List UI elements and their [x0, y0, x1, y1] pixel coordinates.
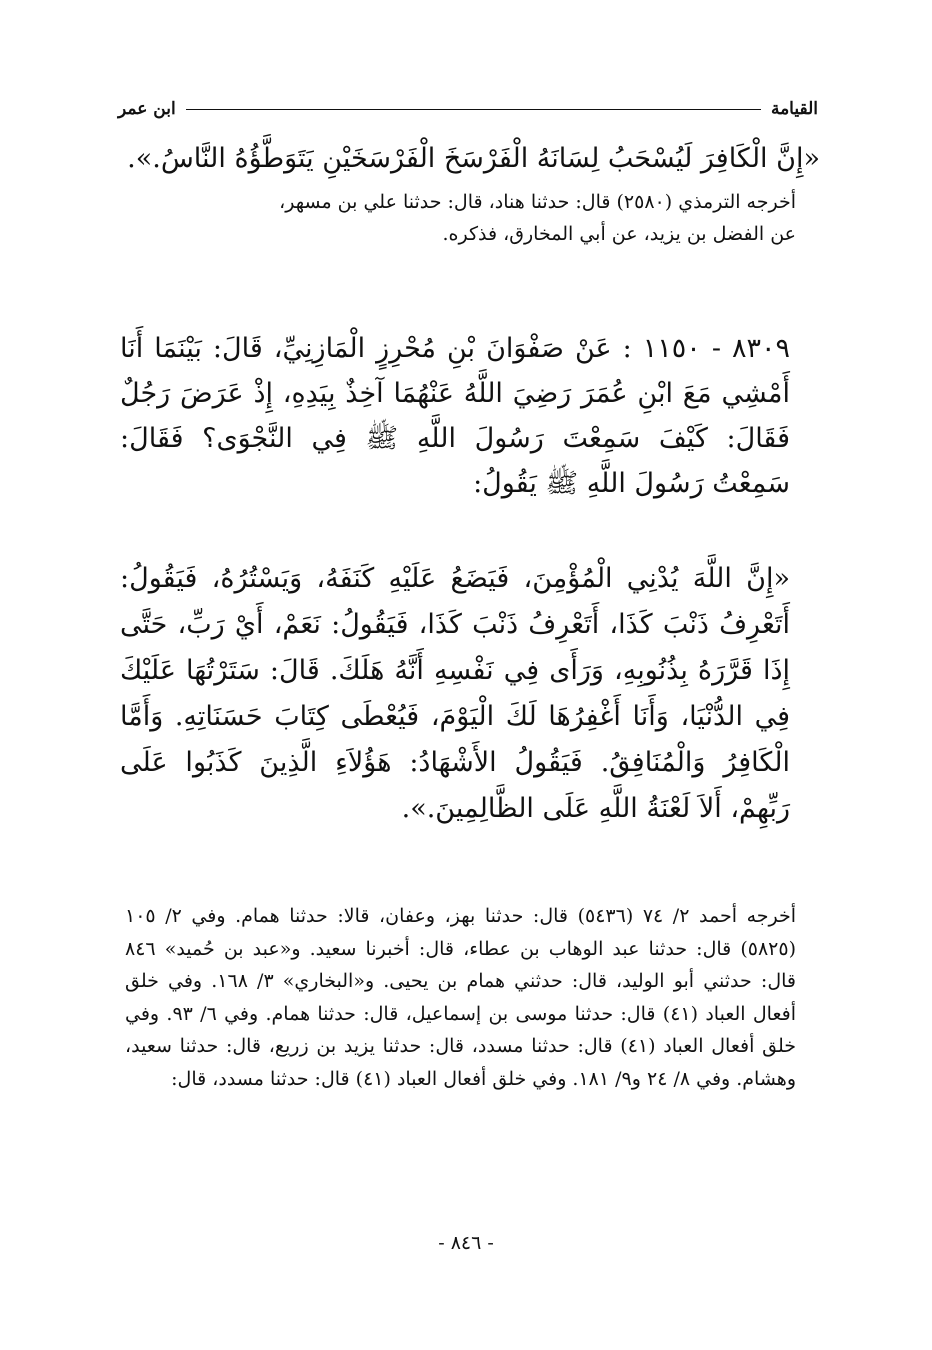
takhrij-1-line-1: أخرجه الترمذي (٢٥٨٠) قال: حدثنا هناد، قال: حدثنا علي بن مسهر، [279, 191, 796, 213]
hadith-matn-quote: «إِنَّ اللَّهَ يُدْنِي الْمُؤْمِنَ، فَيَضَعُ عَلَيْهِ كَنَفَهُ، وَيَسْتُرُهُ، فَيَقُولُ: أَتَعْرِفُ ذَنْبَ كَذَا، أَتَعْرِفُ ذَنْبَ كَذَا، فَيَقُولُ: نَعَمْ، أَيْ رَبِّ، حَتَّى إِذَا قَرَّرَهُ بِذُنُوبِهِ، وَرَأَى فِي نَفْسِهِ أَنَّهُ هَلَكَ. قَالَ: سَتَرْتُهَا عَلَيْكَ فِي الدُّنْيَا، وَأَنَا أَغْفِرُهَا لَكَ الْيَوْمَ، فَيُعْطَى كِتَابَ حَسَنَاتِهِ. وَأَمَّا الْكَافِرُ وَالْمُنَافِقُ. فَيَقُولُ الأَشْهَادُ: هَؤُلاَءِ الَّذِينَ كَذَبُوا عَلَى رَبِّهِمْ، أَلاَ لَعْنَةُ اللَّهِ عَلَى الظَّالِمِينَ.». [120, 563, 790, 824]
running-head [118, 96, 818, 122]
running-head-subtitle: ابن عمر [118, 99, 176, 119]
running-head-rule [186, 109, 761, 110]
takhrij-paragraph-1 [140, 186, 820, 250]
takhrij-paragraph-2: أخرجه أحمد ٢/ ٧٤ (٥٤٣٦) قال: حدثنا بهز، وعفان، قالا: حدثنا همام. وفي ٢/ ١٠٥ (٥٨٢٥) قال: حدثنا عبد الوهاب بن عطاء، قال: أخبرنا سعيد. و«عبد بن حُميد» ٨٤٦ قال: حدثني أبو الوليد، قال: حدثني همام بن يحيى. و«البخاري» ٣/ ١٦٨. وفي خلق أفعال العباد (٤١) قال: حدثنا موسى بن إسماعيل، قال: حدثنا همام. وفي ٦/ ٩٣. وفي خلق أفعال العباد (٤١) قال: حدثنا مسدد، قال: حدثنا يزيد بن زريع، قال: حدثنا سعيد، وهشام. وفي ٨/ ٢٤ و٩/ ١٨١. وفي خلق أفعال العباد (٤١) قال: حدثنا مسدد، قال: [125, 905, 797, 1090]
running-head-title: القيامة [770, 99, 818, 119]
hadith-number: ٨٣٠٩ - ١١٥٠ : [622, 333, 790, 364]
takhrij-1-line-2: عن الفضل بن يزيد، عن أبي المخارق، فذكره. [442, 223, 796, 245]
hadith-main-paragraph [120, 326, 820, 506]
page-number: - ٨٤٦ - [438, 1232, 494, 1254]
hadith-isnad-text: عَنْ صَفْوَانَ بْنِ مُحْرِزٍ الْمَازِنِيِّ، قَالَ: بَيْنَمَا أَنَا أَمْشِي مَعَ ابْنِ عُمَرَ رَضِيَ اللَّهُ عَنْهُمَا آخِذٌ بِيَدِهِ، إِذْ عَرَضَ رَجُلٌ فَقَالَ: كَيْفَ سَمِعْتَ رَسُولَ اللَّهِ ﷺ فِي النَّجْوَى؟ فَقَالَ: سَمِعْتُ رَسُولَ اللَّهِ ﷺ يَقُولُ: [120, 333, 790, 499]
hadith-tail-text: «إِنَّ الْكَافِرَ لَيُسْحَبُ لِسَانَهُ الْفَرْسَخَ الْفَرْسَخَيْنِ يَتَوَطَّؤُهُ النَّاسُ.». [127, 143, 820, 174]
